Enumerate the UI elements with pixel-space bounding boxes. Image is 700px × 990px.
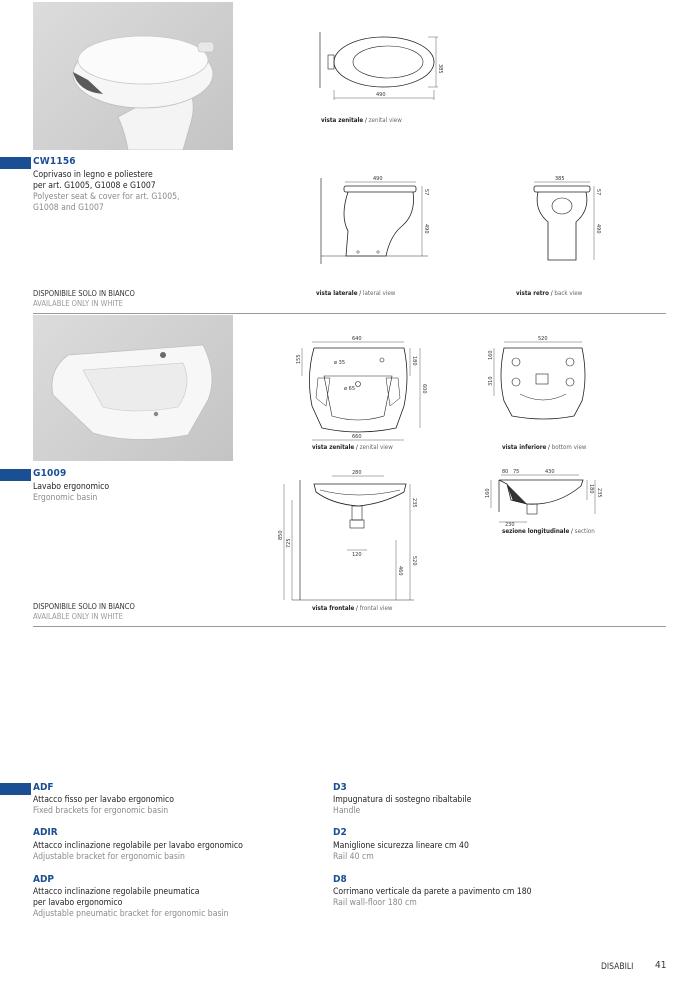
g1009-dim-fr-h4: 460 (397, 566, 403, 576)
g1009-dim-fr-tot: 850 (278, 530, 284, 540)
g1009-dim-fr-h2: 725 (286, 538, 292, 548)
acc-adp-it-2: per lavabo ergonomico (33, 898, 123, 908)
toilet-seat-illustration (33, 2, 233, 150)
g1009-dim-zen-w2: 660 (352, 434, 362, 440)
code-bar-adf (0, 783, 31, 795)
caption-bottom: vista inferiore / bottom view (502, 444, 587, 451)
g1009-dim-zen-l1: 155 (296, 354, 302, 364)
acc-adf-it: Attacco fisso per lavabo ergonomico (33, 795, 175, 805)
cw1156-dim-zen-w: 490 (376, 92, 386, 98)
g1009-dim-zen-r1: 180 (411, 356, 417, 366)
acc-code-adp: ADP (33, 874, 55, 885)
g1009-dim-bot-l1: 160 (488, 350, 494, 360)
acc-code-d2: D2 (333, 827, 347, 838)
page-number: 41 (655, 960, 667, 971)
cw1156-availability: DISPONIBILE SOLO IN BIANCO AVAILABLE ONLY IN WHITE (33, 289, 135, 308)
g1009-dim-sec-c: 430 (545, 469, 555, 475)
g1009-dim-fr-b: 120 (352, 552, 362, 558)
acc-adf-en: Fixed brackets for ergonomic basin (33, 806, 169, 816)
g1009-dim-sec-l: 160 (485, 488, 491, 498)
cw1156-dim-zen-h: 385 (437, 64, 443, 74)
acc-d8-it: Corrimano verticale da parete a pavimento cm 180 (333, 887, 532, 897)
g1009-dim-sec-r1: 180 (588, 484, 594, 494)
g1009-dim-fr-h1: 235 (411, 498, 417, 508)
acc-adp-it-1: Attacco inclinazione regolabile pneumatica (33, 887, 200, 897)
g1009-dim-sec-b: 75 (513, 469, 520, 475)
cw1156-lateral-drawing (318, 176, 428, 266)
g1009-dim-bot-w: 520 (538, 336, 548, 342)
cw1156-dim-lat-w: 490 (373, 176, 383, 182)
acc-d2-it: Maniglione sicurezza lineare cm 40 (333, 841, 469, 851)
caption-back: vista retro / back view (516, 290, 583, 297)
cw1156-back-drawing (530, 176, 610, 266)
g1009-dim-bot-l2: 310 (488, 376, 494, 386)
caption-frontal: vista frontale / frontal view (312, 605, 393, 612)
code-bar-g1009 (0, 469, 31, 481)
g1009-dim-fr-h3: 520 (411, 556, 417, 566)
acc-code-d8: D8 (333, 874, 347, 885)
divider-1 (33, 313, 666, 314)
cw1156-dim-lat-h: 490 (423, 224, 429, 234)
acc-adir-it: Attacco inclinazione regolabile per lavabo ergonomico (33, 841, 243, 851)
acc-d3-en: Handle (333, 806, 361, 816)
acc-d2-en: Rail 40 cm (333, 852, 374, 862)
caption-lateral: vista laterale / lateral view (316, 290, 396, 297)
g1009-zenital-drawing (296, 336, 430, 446)
g1009-dim-zen-h: 600 (421, 384, 427, 394)
g1009-dim-fr-w: 280 (352, 470, 362, 476)
acc-adp-en: Adjustable pneumatic bracket for ergonomic basin (33, 909, 229, 919)
g1009-dim-sec-a: 80 (502, 469, 509, 475)
product-code-cw1156: CW1156 (33, 156, 76, 167)
g1009-frontal-drawing (278, 470, 422, 610)
g1009-bottom-drawing (490, 336, 590, 426)
product-code-g1009: G1009 (33, 468, 67, 479)
acc-d8-en: Rail wall-floor 180 cm (333, 898, 417, 908)
g1009-dim-zen-d1: ø 35 (334, 360, 346, 366)
caption-zenital-1: vista zenitale / zenital view (321, 117, 402, 124)
caption-zenital-2: vista zenitale / zenital view (312, 444, 393, 451)
cw1156-zenital-drawing (318, 28, 448, 103)
g1009-dim-sec-r2: 235 (596, 488, 602, 498)
cw1156-dim-lat-top: 57 (423, 189, 429, 196)
cw1156-dim-back-top: 57 (595, 189, 601, 196)
acc-code-d3: D3 (333, 782, 347, 793)
code-bar-cw1156 (0, 157, 31, 169)
cw1156-dim-back-h: 490 (595, 224, 601, 234)
acc-code-adf: ADF (33, 782, 54, 793)
divider-2 (33, 626, 666, 627)
acc-adir-en: Adjustable bracket for ergonomic basin (33, 852, 185, 862)
g1009-dim-zen-d2: ø 65 (344, 386, 356, 392)
acc-d3-it: Impugnatura di sostegno ribaltabile (333, 795, 472, 805)
g1009-section-drawing (485, 469, 602, 530)
g1009-description: Lavabo ergonomico Ergonomic basin (33, 482, 110, 503)
toilet-seat-photo (33, 2, 233, 150)
g1009-dim-zen-w: 640 (352, 336, 362, 342)
acc-code-adir: ADIR (33, 827, 58, 838)
g1009-dim-sec-bot: 230 (505, 522, 515, 528)
footer-section: DISABILI (601, 962, 634, 972)
cw1156-dim-back-w: 385 (555, 176, 565, 182)
cw1156-description: Coprivaso in legno e poliestere per art. G1005, G1008 e G1007 Polyester seat & cover for art. G1005, G1008 and G1007 (33, 170, 180, 213)
g1009-availability: DISPONIBILE SOLO IN BIANCO AVAILABLE ONLY IN WHITE (33, 602, 135, 621)
ergonomic-basin-photo (33, 315, 233, 461)
caption-section: sezione longitudinale / section (502, 528, 595, 535)
basin-illustration (33, 315, 233, 461)
